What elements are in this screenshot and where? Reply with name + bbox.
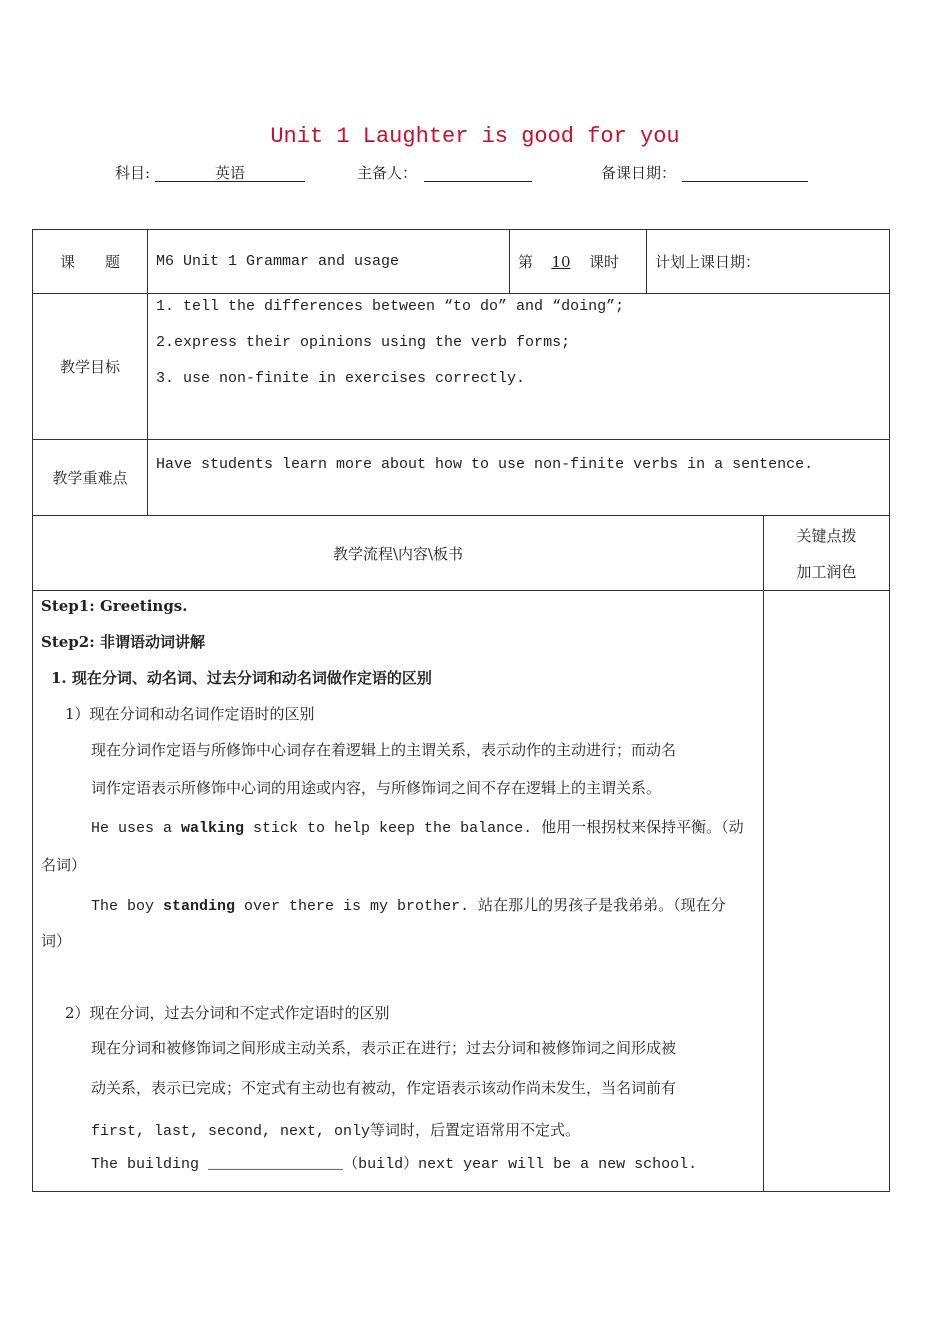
example-continuation: 名词） (41, 856, 87, 874)
keypoints-label: 教学重难点 (33, 440, 148, 516)
subject-field[interactable]: 英语 (155, 162, 305, 182)
goal-item: 1. tell the differences between “to do” and “doing”; (156, 298, 625, 315)
date-field[interactable] (682, 162, 808, 182)
step2-heading: Step2: 非谓语动词讲解 (41, 633, 205, 651)
topic-row (33, 230, 890, 294)
meta-line (0, 162, 950, 186)
page-title: Unit 1 Laughter is good for you (270, 124, 680, 149)
flow-header-row (33, 516, 890, 591)
goal-item: 3. use non-finite in exercises correctly. (156, 370, 526, 387)
example-sentence (41, 815, 755, 853)
exercise-text: The building (91, 1156, 209, 1173)
keypoints-row (33, 440, 890, 516)
goals-label: 教学目标 (33, 294, 148, 440)
topic-value: M6 Unit 1 Grammar and usage (148, 230, 510, 294)
goal-item: 2.express their opinions using the verb forms; (156, 334, 571, 351)
paragraph-line: 动关系，表示已完成；不定式有主动也有被动，作定语表示该动作尚未发生，当名词前有 (91, 1079, 677, 1097)
period-cell (510, 230, 647, 294)
example-sentence (41, 893, 755, 931)
goals-list (148, 294, 890, 440)
example-text: stick to help keep the balance. (244, 820, 542, 837)
example-keyword: standing (163, 898, 236, 915)
side-header (764, 516, 890, 591)
subject-label: 科目: (115, 164, 151, 182)
paragraph-text: first, last, second, next, only (91, 1123, 371, 1140)
paragraph-line (41, 1119, 755, 1155)
example-translation: 站在那儿的男孩子是我弟弟。（现在分 (478, 896, 726, 914)
paragraph-text: 等词时，后置定语常用不定式。 (370, 1121, 581, 1139)
exercise-sentence (41, 1155, 755, 1185)
example-continuation: 词） (41, 932, 72, 950)
example-text: He uses a (91, 820, 182, 837)
step1-heading: Step1: Greetings. (41, 597, 188, 615)
topic-label: 课 题 (33, 230, 148, 294)
goals-row (33, 294, 890, 440)
paragraph-line: 现在分词作定语与所修饰中心词存在着逻辑上的主谓关系，表示动作的主动进行；而动名 (91, 741, 677, 759)
period-suffix: 课时 (589, 253, 620, 271)
exercise-blank[interactable]: _______________ (208, 1156, 344, 1173)
preparer-field[interactable] (424, 162, 532, 182)
date-label: 备课日期： (601, 164, 677, 182)
period-value: 10 (551, 253, 571, 271)
lesson-plan-table (32, 229, 890, 1192)
content-row (33, 591, 890, 1192)
example-text: The boy (91, 898, 164, 915)
example-text: over there is my brother. (235, 898, 479, 915)
subsection-heading: 1）现在分词和动名词作定语时的区别 (65, 705, 315, 723)
section-heading: 1. 现在分词、动名词、过去分词和动名词做作定语的区别 (51, 669, 432, 687)
keypoints-value: Have students learn more about how to use non-finite verbs in a sentence. (148, 440, 890, 516)
plan-date-label: 计划上课日期： (647, 230, 890, 294)
side-label-polish: 加工润色 (796, 563, 857, 581)
exercise-text: （build）next year will be a new school. (343, 1156, 698, 1173)
preparer-label: 主备人： (357, 164, 418, 182)
paragraph-line: 词作定语表示所修饰中心词的用途或内容，与所修饰词之间不存在逻辑上的主谓关系。 (91, 779, 662, 797)
flow-header-label: 教学流程\内容\板书 (33, 516, 764, 591)
period-prefix: 第 (518, 253, 534, 271)
side-notes-cell (764, 591, 890, 1192)
example-keyword: walking (181, 820, 245, 837)
content-cell (33, 591, 764, 1192)
paragraph-line: 现在分词和被修饰词之间形成主动关系，表示正在进行；过去分词和被修饰词之间形成被 (91, 1039, 677, 1057)
subsection-heading: 2）现在分词，过去分词和不定式作定语时的区别 (65, 1004, 390, 1022)
side-label-tips: 关键点拨 (796, 527, 857, 545)
example-translation: 他用一根拐杖来保持平衡。（动 (541, 818, 744, 836)
